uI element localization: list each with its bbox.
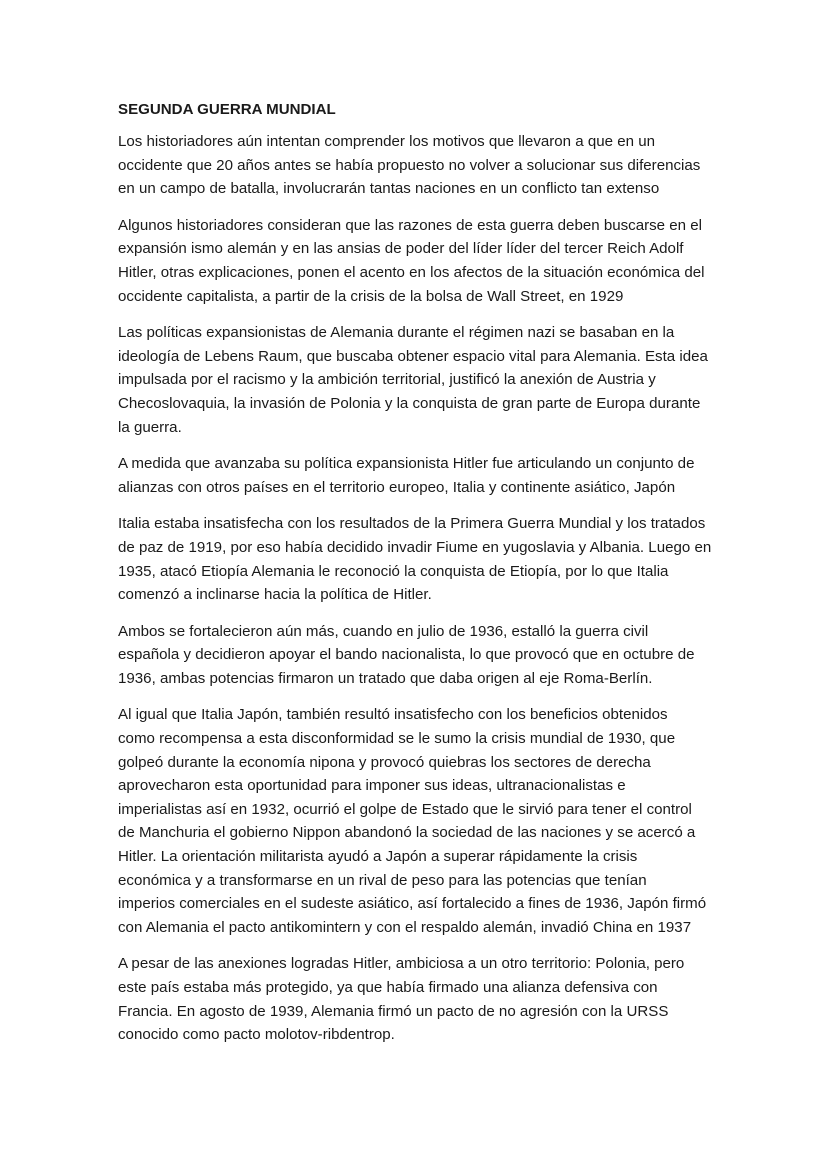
- paragraph: [118, 952, 718, 1046]
- paragraph-line: económica y a transformarse en un rival de peso para las potencias que tenían: [118, 871, 647, 889]
- paragraph-line: expansión ismo alemán y en las ansias de poder del líder líder del tercer Reich Adolf: [118, 240, 684, 258]
- paragraph-line: occidente capitalista, a partir de la crisis de la bolsa de Wall Street, en 1929: [118, 287, 624, 305]
- paragraph-line: imperialistas así en 1932, ocurrió el golpe de Estado que le sirvió para tener el control: [118, 800, 692, 818]
- paragraph-line: impulsada por el racismo y la ambición territorial, justificó la anexión de Austria y: [118, 371, 656, 389]
- paragraph-line: Ambos se fortalecieron aún más, cuando en julio de 1936, estalló la guerra civil: [118, 622, 649, 640]
- paragraph-line: este país estaba más protegido, ya que había firmado una alianza defensiva con: [118, 979, 658, 996]
- paragraph-line: imperios comerciales en el sudeste asiático, así fortalecido a fines de 1936, Japón firmó: [118, 895, 707, 913]
- paragraph-line: 1935, atacó Etiopía Alemania le reconoció la conquista de Etiopía, por lo que Italia: [118, 562, 669, 580]
- paragraph: [118, 620, 718, 691]
- paragraph-line: aprovecharon esta oportunidad para imponer sus ideas, ultranacionalistas e: [118, 777, 626, 795]
- paragraph-line: en un campo de batalla, involucrarán tantas naciones en un conflicto tan extenso: [118, 180, 660, 198]
- paragraph-line: española y decidieron apoyar el bando nacionalista, lo que provocó que en octubre de: [118, 646, 695, 664]
- document-page: [118, 100, 718, 1060]
- paragraph: [118, 512, 718, 606]
- paragraph: [118, 452, 718, 499]
- paragraph-line: Hitler, otras explicaciones, ponen el acento en los afectos de la situación económica del: [118, 263, 705, 281]
- paragraph: [118, 321, 718, 439]
- paragraph-line: Las políticas expansionistas de Alemania durante el régimen nazi se basaban en la: [118, 324, 675, 342]
- document-title: SEGUNDA GUERRA MUNDIAL: [118, 101, 336, 118]
- paragraph-line: occidente que 20 años antes se había propuesto no volver a solucionar sus diferencias: [118, 156, 701, 174]
- paragraph: [118, 214, 718, 308]
- paragraph-line: conocido como pacto molotov-ribdentrop.: [118, 1026, 395, 1044]
- paragraph-line: Francia. En agosto de 1939, Alemania firmó un pacto de no agresión con la URSS: [118, 1002, 669, 1020]
- paragraph-line: A medida que avanzaba su política expansionista Hitler fue articulando un conjunto de: [118, 455, 695, 473]
- paragraph-line: ideología de Lebens Raum, que buscaba obtener espacio vital para Alemania. Esta idea: [118, 347, 708, 365]
- paragraph: [118, 703, 718, 939]
- paragraph: [118, 130, 718, 201]
- paragraph-line: de Manchuria el gobierno Nippon abandonó la sociedad de las naciones y se acercó a: [118, 824, 696, 842]
- paragraph-line: la guerra.: [118, 418, 182, 436]
- paragraph-line: A pesar de las anexiones logradas Hitler, ambiciosa a un otro territorio: Polonia, pero: [118, 955, 685, 973]
- paragraph-line: comenzó a inclinarse hacia la política de Hitler.: [118, 586, 432, 604]
- paragraph-line: como recompensa a esta disconformidad se le sumo la crisis mundial de 1930, que: [118, 730, 676, 748]
- paragraph-line: Hitler. La orientación militarista ayudó a Japón a superar rápidamente la crisis: [118, 848, 638, 866]
- paragraph-line: Italia estaba insatisfecha con los resultados de la Primera Guerra Mundial y los tratados: [118, 515, 706, 533]
- paragraph-line: Al igual que Italia Japón, también resultó insatisfecho con los beneficios obtenidos: [118, 706, 668, 724]
- paragraph-line: con Alemania el pacto antikomintern y con el respaldo alemán, invadió China en 1937: [118, 918, 692, 936]
- paragraph-line: alianzas con otros países en el territorio europeo, Italia y continente asiático, Japón: [118, 478, 676, 496]
- paragraph-line: Algunos historiadores consideran que las razones de esta guerra deben buscarse en el: [118, 216, 702, 234]
- paragraph-line: Los historiadores aún intentan comprender los motivos que llevaron a que en un: [118, 133, 655, 150]
- paragraph-line: Checoslovaquia, la invasión de Polonia y la conquista de gran parte de Europa durante: [118, 394, 701, 412]
- document-body: [118, 130, 718, 1047]
- paragraph-line: de paz de 1919, por eso había decidido invadir Fiume en yugoslavia y Albania. Luego en: [118, 538, 712, 556]
- paragraph-line: golpeó durante la economía nipona y provocó quiebras los sectores de derecha: [118, 753, 651, 771]
- paragraph-line: 1936, ambas potencias firmaron un tratado que daba origen al eje Roma-Berlín.: [118, 669, 653, 687]
